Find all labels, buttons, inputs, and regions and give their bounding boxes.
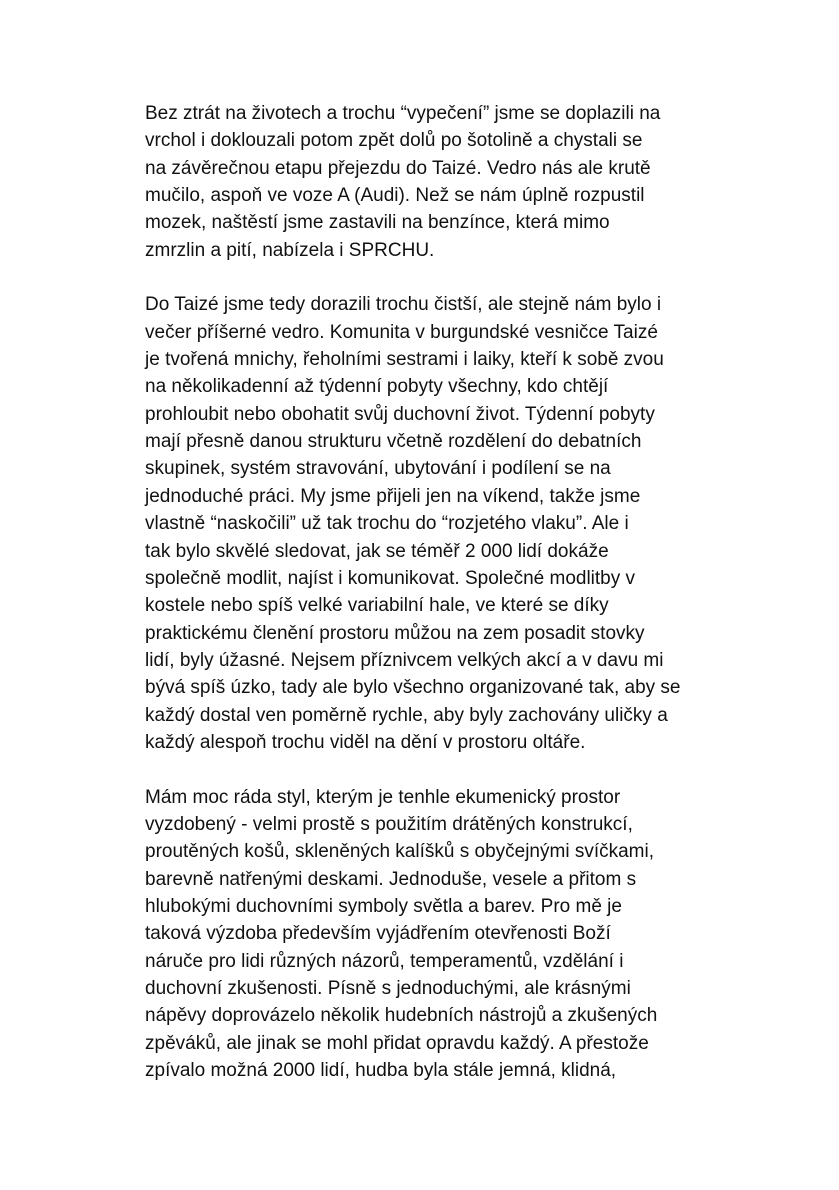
text-line: na závěrečnou etapu přejezdu do Taizé. Vedro nás ale krutě: [145, 157, 651, 179]
text-line: tak bylo skvělé sledovat, jak se téměř 2 000 lidí dokáže: [145, 540, 609, 562]
text-line: mají přesně danou strukturu včetně rozdělení do debatních: [145, 431, 642, 453]
text-line: mozek, naštěstí jsme zastavili na benzínce, která mimo: [145, 212, 610, 234]
text-line: večer příšerné vedro. Komunita v burgundské vesničce Taizé: [145, 321, 658, 343]
text-line: Mám moc ráda styl, kterým je tenhle ekumenický prostor: [145, 786, 621, 808]
text-line: vyzdobený - velmi prostě s použitím drátěných konstrukcí,: [145, 813, 633, 835]
text-line: mučilo, aspoň ve voze A (Audi). Než se nám úplně rozpustil: [145, 185, 645, 207]
text-line: taková výzdoba především vyjádřením otevřenosti Boží: [145, 923, 611, 945]
text-line: zpívalo možná 2000 lidí, hudba byla stále jemná, klidná,: [145, 1060, 617, 1082]
text-line: barevně natřenými deskami. Jednoduše, vesele a přitom s: [145, 868, 637, 890]
text-line: náruče pro lidi různých názorů, temperamentů, vzdělání i: [145, 950, 624, 972]
text-line: praktickému členění prostoru můžou na zem posadit stovky: [145, 622, 645, 644]
text-line: proutěných košů, skleněných kalíšků s obyčejnými svíčkami,: [145, 841, 654, 863]
text-line: vlastně “naskočili” už tak trochu do “rozjetého vlaku”. Ale i: [145, 513, 629, 535]
paragraph-3: [145, 784, 705, 1085]
text-line: zmrzlin a pití, nabízela i SPRCHU.: [145, 239, 435, 261]
text-line: Bez ztrát na životech a trochu “vypečení” jsme se doplazili na: [145, 103, 661, 124]
text-line: prohloubit nebo obohatit svůj duchovní život. Týdenní pobyty: [145, 403, 655, 425]
text-line: každý dostal ven poměrně rychle, aby byly zachovány uličky a: [145, 704, 668, 726]
text-line: hlubokými duchovními symboly světla a barev. Pro mě je: [145, 895, 622, 917]
text-line: skupinek, systém stravování, ubytování i podílení se na: [145, 458, 611, 480]
text-line: jednoduché práci. My jsme přijeli jen na víkend, takže jsme: [145, 485, 641, 507]
text-line: každý alespoň trochu viděl na dění v prostoru oltáře.: [145, 731, 586, 753]
text-line: bývá spíš úzko, tady ale bylo všechno organizované tak, aby se: [145, 677, 681, 699]
text-line: lidí, byly úžasné. Nejsem příznivcem velkých akcí a v davu mi: [145, 649, 664, 671]
paragraph-gap: [145, 264, 705, 291]
text-line: Do Taizé jsme tedy dorazili trochu čistší, ale stejně nám bylo i: [145, 294, 662, 316]
text-line: je tvořená mnichy, řeholními sestrami i laiky, kteří k sobě zvou: [145, 349, 664, 371]
article-body: [145, 100, 705, 1084]
text-line: na několikadenní až týdenní pobyty všechny, kdo chtějí: [145, 376, 609, 398]
paragraph-gap: [145, 756, 705, 783]
text-line: kostele nebo spíš velké variabilní hale, ve které se díky: [145, 595, 609, 617]
text-line: zpěváků, ale jinak se mohl přidat opravdu každý. A přestože: [145, 1032, 649, 1054]
text-line: duchovní zkušenosti. Písně s jednoduchými, ale krásnými: [145, 978, 631, 999]
text-line: nápěvy doprovázelo několik hudebních nástrojů a zkušených: [145, 1005, 658, 1027]
text-line: vrchol i doklouzali potom zpět dolů po šotolině a chystali se: [145, 130, 643, 152]
paragraph-1: [145, 100, 705, 264]
text-line: společně modlit, najíst i komunikovat. Společné modlitby v: [145, 567, 636, 589]
paragraph-2: [145, 291, 705, 756]
